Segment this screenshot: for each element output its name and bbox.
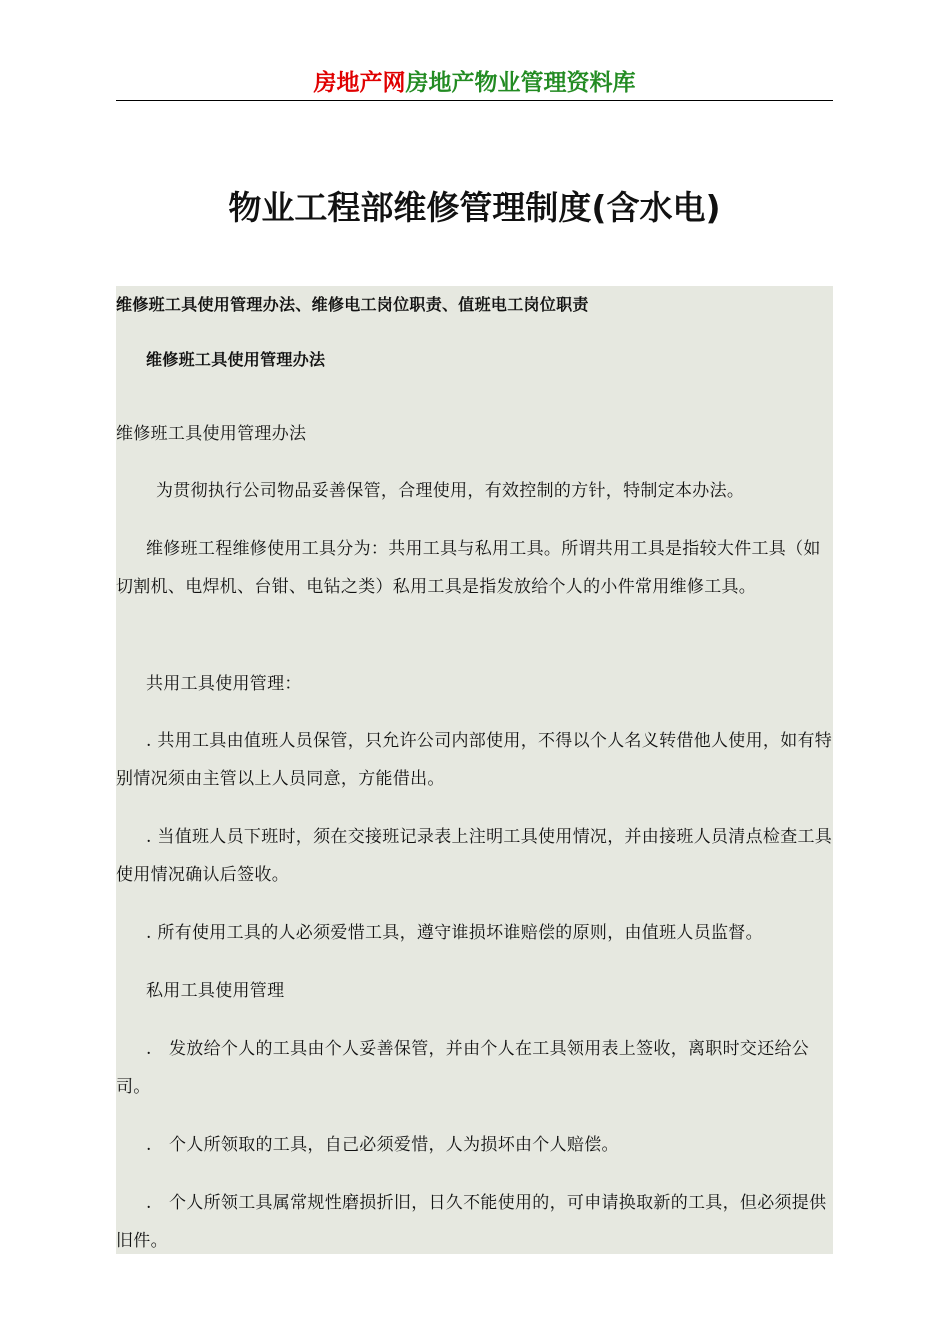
list-item-shared-1: . 共用工具由值班人员保管，只允许公司内部使用，不得以个人名义转借他人使用，如有特别情况须由主管以上人员同意，方能借出。 [116,731,833,789]
document-title: 物业工程部维修管理制度(含水电) [228,188,721,227]
list-item-shared-3: . 所有使用工具的人必须爱惜工具，遵守谁损坏谁赔偿的原则，由值班人员监督。 [146,923,763,943]
header-site-name: 房地产网 [313,70,406,96]
list-item-private-3: . 个人所领工具属常规性磨损折旧，日久不能使用的，可申请换取新的工具，但必须提供旧件。 [116,1193,827,1251]
section-summary: 维修班工具使用管理办法、维修电工岗位职责、值班电工岗位职责 [116,295,589,314]
subsection-title: 维修班工具使用管理办法 [116,424,307,444]
list-item-shared-2: . 当值班人员下班时，须在交接班记录表上注明工具使用情况，并由接班人员清点检查工具使用情况确认后签收。 [116,827,833,885]
list-item-private-2: . 个人所领取的工具，自己必须爱惜，人为损坏由个人赔偿。 [146,1135,619,1155]
header-library-name: 房地产物业管理资料库 [405,70,636,96]
list-item-private-1: . 发放给个人的工具由个人妥善保管，并由个人在工具领用表上签收，离职时交还给公司。 [116,1039,810,1097]
paragraph-purpose: 为贯彻执行公司物品妥善保管，合理使用，有效控制的方针，特制定本办法。 [156,481,745,501]
heading-shared-tools: 共用工具使用管理： [146,674,302,694]
paragraph-tool-categories: 维修班工程维修使用工具分为：共用工具与私用工具。所谓共用工具是指较大件工具（如切割机、电焊机、台钳、电钻之类）私用工具是指发放给个人的小件常用维修工具。 [116,539,821,597]
site-header [116,66,833,101]
document-body [116,286,833,1254]
heading-private-tools: 私用工具使用管理 [146,981,285,1001]
section-heading: 维修班工具使用管理办法 [146,350,326,369]
